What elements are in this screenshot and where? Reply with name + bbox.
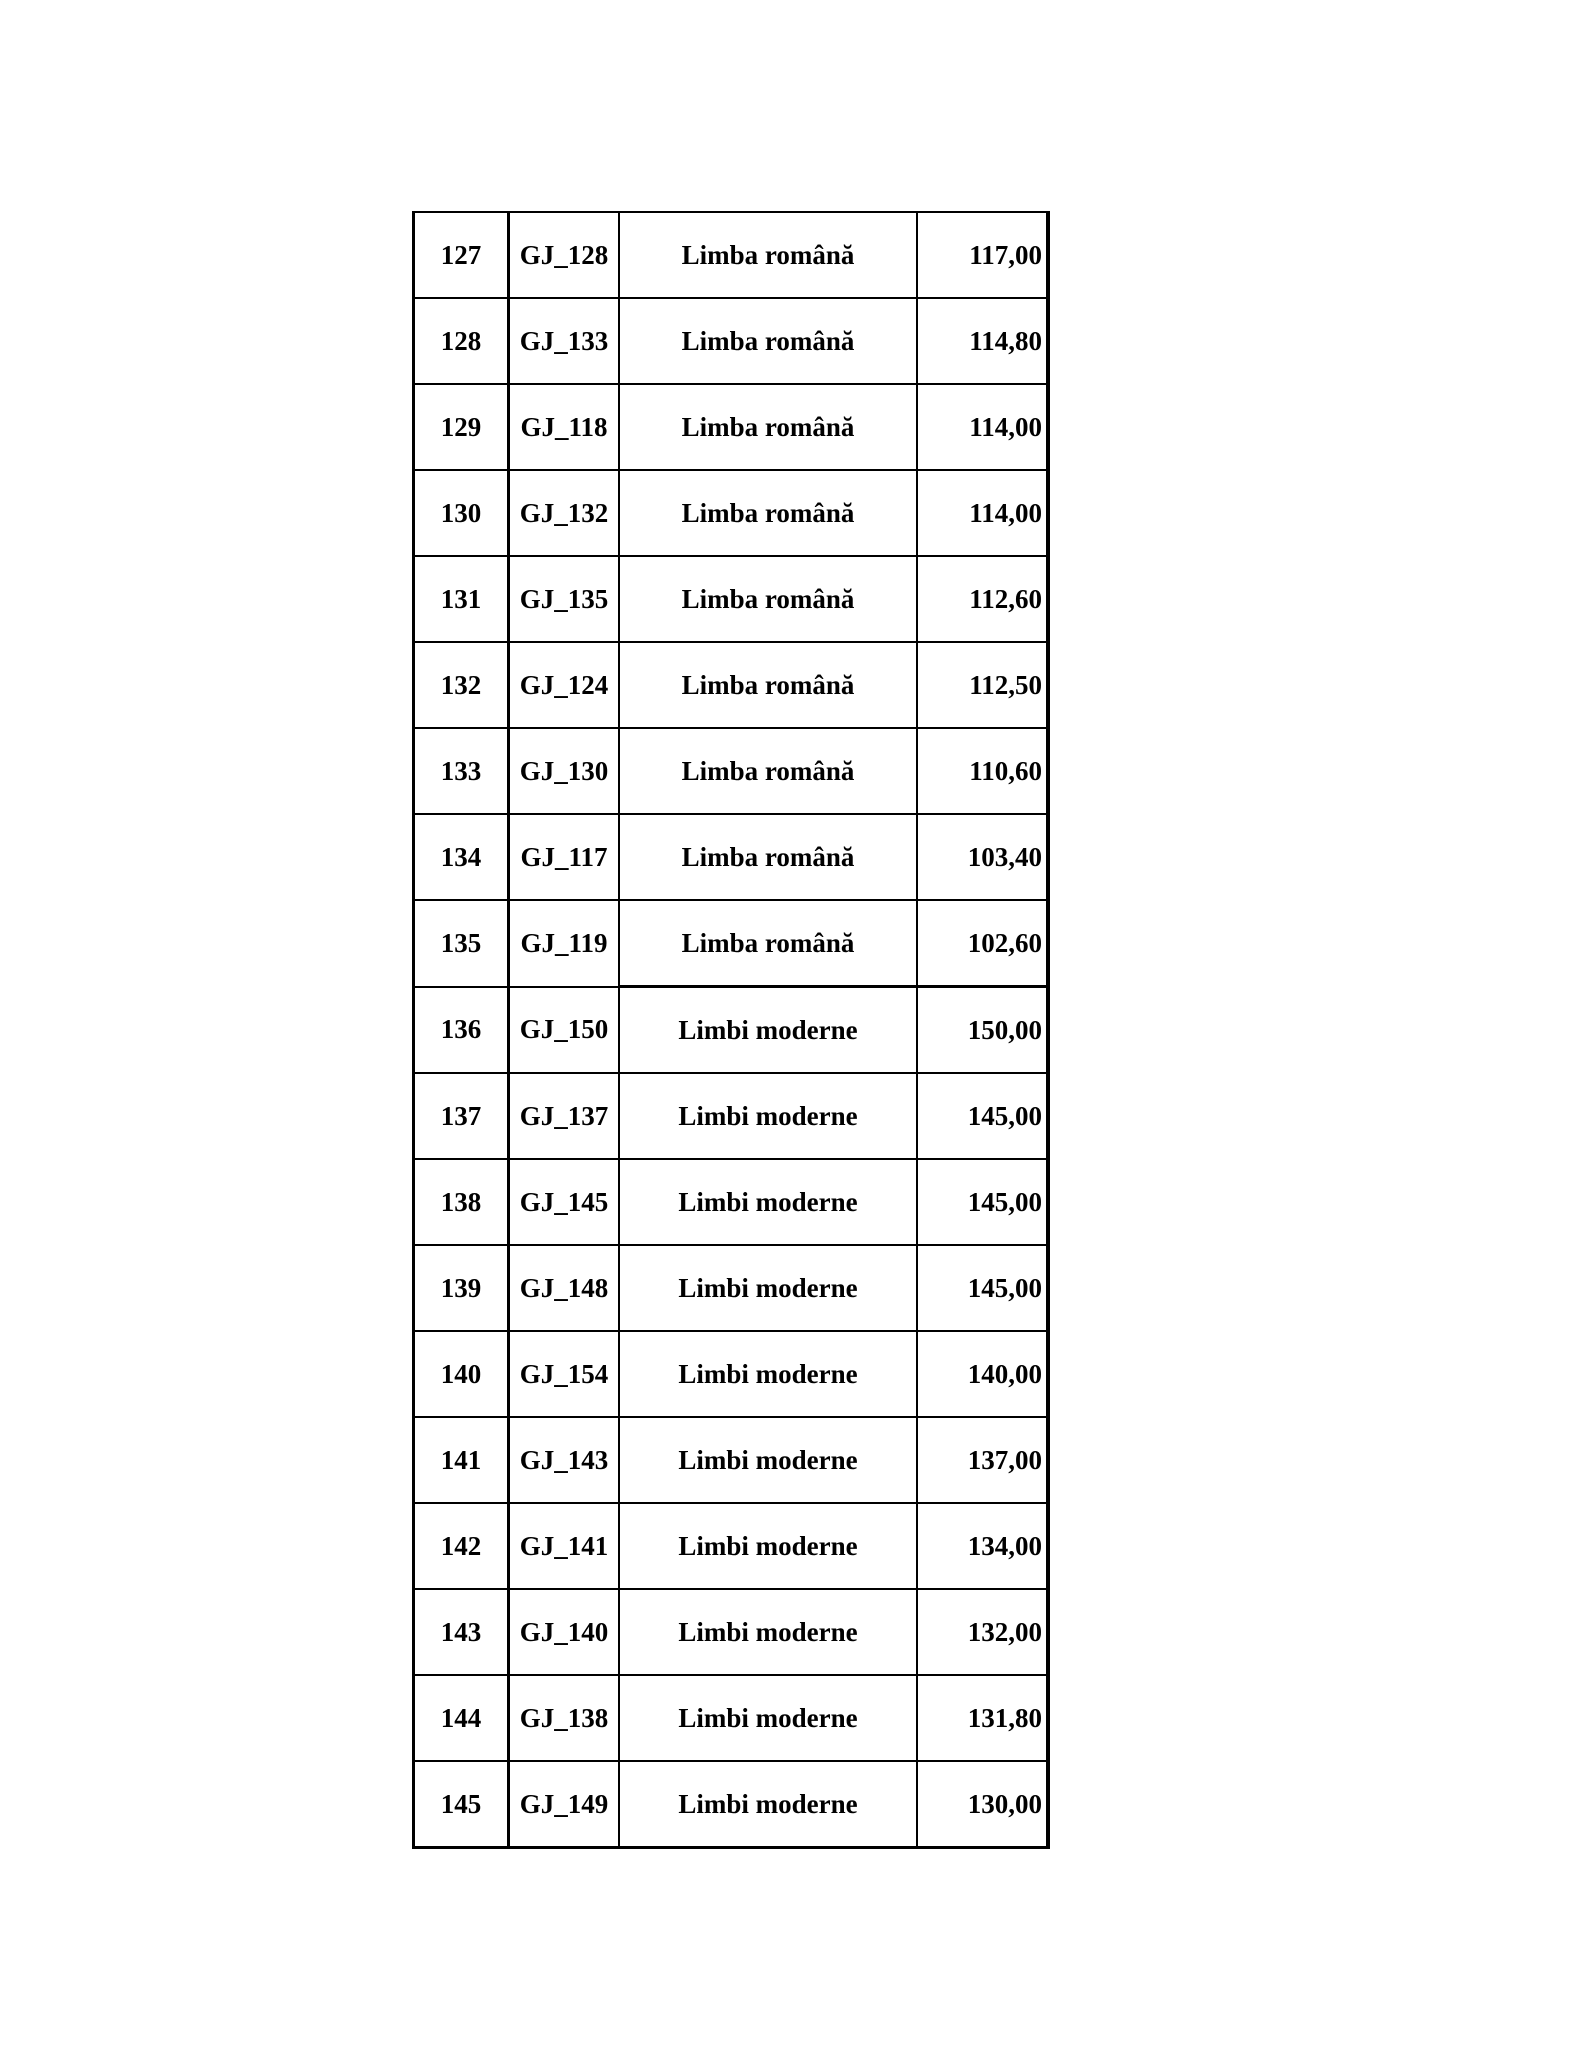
candidate-code-cell: GJ_119 [509, 900, 620, 987]
row-number-cell: 137 [414, 1073, 509, 1159]
table-row [414, 1159, 1049, 1245]
row-number-cell: 138 [414, 1159, 509, 1245]
subject-cell: Limbi moderne [619, 1073, 917, 1159]
candidate-code-cell: GJ_141 [509, 1503, 620, 1589]
table-row [414, 470, 1049, 556]
candidate-code-cell: GJ_145 [509, 1159, 620, 1245]
subject-cell: Limbi moderne [619, 1417, 917, 1503]
candidate-code-cell: GJ_143 [509, 1417, 620, 1503]
table-row [414, 642, 1049, 728]
subject-cell: Limba română [619, 298, 917, 384]
table-row [414, 298, 1049, 384]
subject-cell: Limba română [619, 814, 917, 900]
row-number-cell: 128 [414, 298, 509, 384]
row-number-cell: 140 [414, 1331, 509, 1417]
candidate-code-cell: GJ_137 [509, 1073, 620, 1159]
score-cell: 114,00 [917, 470, 1048, 556]
candidate-code-cell: GJ_138 [509, 1675, 620, 1761]
row-number-cell: 145 [414, 1761, 509, 1848]
candidate-code-cell: GJ_132 [509, 470, 620, 556]
score-cell: 134,00 [917, 1503, 1048, 1589]
score-cell: 145,00 [917, 1073, 1048, 1159]
table-row [414, 384, 1049, 470]
score-cell: 114,00 [917, 384, 1048, 470]
score-cell: 117,00 [917, 212, 1048, 298]
candidate-code-cell: GJ_117 [509, 814, 620, 900]
table-row [414, 900, 1049, 987]
score-cell: 132,00 [917, 1589, 1048, 1675]
row-number-cell: 131 [414, 556, 509, 642]
score-cell: 145,00 [917, 1159, 1048, 1245]
table-row [414, 728, 1049, 814]
score-cell: 102,60 [917, 900, 1048, 987]
row-number-cell: 134 [414, 814, 509, 900]
candidate-code-cell: GJ_118 [509, 384, 620, 470]
subject-cell: Limbi moderne [619, 1761, 917, 1848]
score-cell: 112,50 [917, 642, 1048, 728]
row-number-cell: 127 [414, 212, 509, 298]
score-cell: 103,40 [917, 814, 1048, 900]
candidate-code-cell: GJ_149 [509, 1761, 620, 1848]
row-number-cell: 133 [414, 728, 509, 814]
score-cell: 150,00 [917, 987, 1048, 1074]
table-row [414, 1331, 1049, 1417]
table-row [414, 212, 1049, 298]
row-number-cell: 130 [414, 470, 509, 556]
table-row [414, 1761, 1049, 1848]
row-number-cell: 139 [414, 1245, 509, 1331]
row-number-cell: 141 [414, 1417, 509, 1503]
subject-cell: Limbi moderne [619, 987, 917, 1074]
candidate-code-cell: GJ_124 [509, 642, 620, 728]
row-number-cell: 142 [414, 1503, 509, 1589]
table-row [414, 1589, 1049, 1675]
table-row [414, 1675, 1049, 1761]
candidate-code-cell: GJ_130 [509, 728, 620, 814]
subject-cell: Limbi moderne [619, 1245, 917, 1331]
subject-cell: Limbi moderne [619, 1589, 917, 1675]
score-cell: 130,00 [917, 1761, 1048, 1848]
row-number-cell: 132 [414, 642, 509, 728]
subject-cell: Limba română [619, 642, 917, 728]
candidate-code-cell: GJ_128 [509, 212, 620, 298]
score-cell: 145,00 [917, 1245, 1048, 1331]
candidate-code-cell: GJ_140 [509, 1589, 620, 1675]
candidate-code-cell: GJ_150 [509, 987, 620, 1074]
table-row [414, 556, 1049, 642]
table-row [414, 1417, 1049, 1503]
subject-cell: Limba română [619, 212, 917, 298]
table-row [414, 987, 1049, 1074]
row-number-cell: 144 [414, 1675, 509, 1761]
row-number-cell: 129 [414, 384, 509, 470]
subject-cell: Limba română [619, 384, 917, 470]
subject-cell: Limba română [619, 900, 917, 987]
results-table [412, 211, 1050, 1849]
table-row [414, 1245, 1049, 1331]
subject-cell: Limba română [619, 470, 917, 556]
score-cell: 137,00 [917, 1417, 1048, 1503]
row-number-cell: 143 [414, 1589, 509, 1675]
row-number-cell: 135 [414, 900, 509, 987]
subject-cell: Limbi moderne [619, 1159, 917, 1245]
subject-cell: Limba română [619, 728, 917, 814]
table-row [414, 814, 1049, 900]
candidate-code-cell: GJ_135 [509, 556, 620, 642]
subject-cell: Limbi moderne [619, 1675, 917, 1761]
row-number-cell: 136 [414, 987, 509, 1074]
score-cell: 110,60 [917, 728, 1048, 814]
score-cell: 140,00 [917, 1331, 1048, 1417]
candidate-code-cell: GJ_154 [509, 1331, 620, 1417]
candidate-code-cell: GJ_133 [509, 298, 620, 384]
candidate-code-cell: GJ_148 [509, 1245, 620, 1331]
score-cell: 114,80 [917, 298, 1048, 384]
subject-cell: Limbi moderne [619, 1331, 917, 1417]
subject-cell: Limba română [619, 556, 917, 642]
table-row [414, 1073, 1049, 1159]
results-table-body [414, 212, 1049, 1848]
score-cell: 112,60 [917, 556, 1048, 642]
score-cell: 131,80 [917, 1675, 1048, 1761]
table-row [414, 1503, 1049, 1589]
subject-cell: Limbi moderne [619, 1503, 917, 1589]
